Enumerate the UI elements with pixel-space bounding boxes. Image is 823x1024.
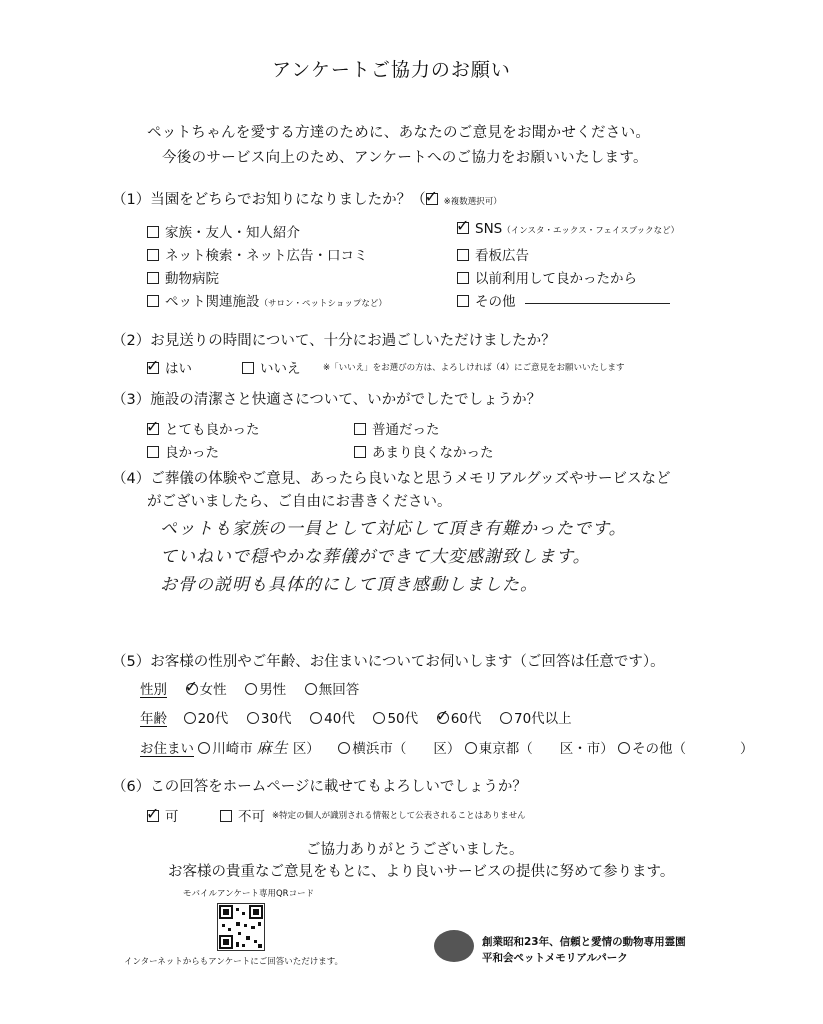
q1-option-signboard[interactable]: 看板広告 — [457, 244, 529, 264]
checkbox-icon[interactable] — [147, 272, 159, 284]
q1-option-sns[interactable]: ✓ SNS（インスタ・エックス・フェイスブックなど） — [456, 216, 680, 237]
q1-question — [112, 188, 502, 209]
q1-option-other[interactable]: その他 — [457, 290, 516, 310]
residence-kawasaki-ward: 麻生 — [256, 739, 289, 757]
checkbox-icon[interactable] — [147, 226, 159, 238]
checkbox-icon[interactable]: ✓ — [146, 804, 160, 823]
checkbox-icon: ✓ — [424, 187, 438, 206]
checkbox-icon[interactable] — [147, 446, 159, 458]
q2-option-yes[interactable]: ✓ はい — [146, 356, 192, 377]
handwritten-line-2: ていねいで穏やかな葬儀ができて大変感謝致します。 — [160, 547, 591, 567]
q6-option-yes[interactable]: ✓ 可 — [146, 804, 179, 825]
checkbox-icon[interactable] — [457, 249, 469, 261]
checkbox-icon[interactable] — [457, 295, 469, 307]
residence-label: お住まい — [140, 741, 194, 757]
age-20s[interactable]: 20代 — [184, 711, 229, 727]
q6-question: （6）この回答をホームページに載せてもよろしいでしょうか？ — [112, 779, 527, 795]
thanks-line-2: お客様の貴重なご意見をもとに、より良いサービスの提供に努めて参ります。 — [168, 864, 675, 880]
radio-icon[interactable] — [338, 742, 350, 754]
q2-question: （2）お見送りの時間について、十分にお過ごしいただけましたか？ — [112, 333, 556, 349]
age-30s[interactable]: 30代 — [247, 711, 292, 727]
radio-icon[interactable] — [500, 712, 512, 724]
radio-icon[interactable] — [247, 712, 259, 724]
gender-no-answer[interactable]: 無回答 — [305, 682, 360, 698]
q2-note: ※「いいえ」をお選びの方は、よろしければ（4）にご意見をお願いいたします — [323, 363, 625, 373]
q4-question-2: がございましたら、ご自由にお書きください。 — [147, 494, 452, 510]
residence-tokyo[interactable]: 東京都（ 区・市） — [465, 741, 614, 757]
company-logo-icon — [434, 930, 474, 962]
gender-row — [140, 678, 359, 698]
radio-icon[interactable] — [618, 742, 630, 754]
q3-option-very-good[interactable]: ✓ とても良かった — [146, 417, 260, 438]
intro-line-2: 今後のサービス向上のため、アンケートへのご協力をお願いいたします。 — [162, 150, 648, 166]
company-tagline: 創業昭和23年、信頼と愛情の動物専用霊園 — [482, 936, 686, 948]
radio-icon[interactable] — [245, 683, 257, 695]
residence-yokohama[interactable]: 横浜市（ 区） — [338, 741, 460, 757]
q3-option-normal[interactable]: 普通だった — [354, 418, 440, 438]
q1-other-line[interactable] — [525, 303, 670, 304]
residence-row — [140, 737, 754, 758]
age-40s[interactable]: 40代 — [310, 711, 355, 727]
radio-icon[interactable]: ✓ — [435, 706, 450, 725]
q3-question: （3）施設の清潔さと快適さについて、いかがでしたでしょうか？ — [112, 392, 542, 408]
qr-code-icon[interactable] — [217, 903, 265, 951]
checkbox-icon[interactable] — [354, 423, 366, 435]
radio-icon[interactable] — [373, 712, 385, 724]
age-row — [140, 707, 572, 727]
q2-option-no[interactable]: いいえ — [242, 357, 301, 377]
q1-option-family[interactable]: 家族・友人・知人紹介 — [147, 221, 300, 241]
internet-note: インターネットからもアンケートにご回答いただけます。 — [124, 957, 344, 967]
gender-label: 性別 — [140, 682, 167, 698]
radio-icon[interactable]: ✓ — [184, 677, 198, 696]
checkbox-icon[interactable] — [457, 272, 469, 284]
q3-option-not-good[interactable]: あまり良くなかった — [354, 441, 494, 461]
age-label: 年齢 — [140, 711, 167, 727]
checkbox-icon[interactable]: ✓ — [146, 356, 160, 375]
q6-note: ※特定の個人が識別される情報として公表されることはありません — [272, 811, 526, 821]
residence-kawasaki[interactable]: 川崎市 麻生 区） — [198, 741, 320, 757]
radio-icon[interactable] — [198, 742, 210, 754]
checkbox-icon[interactable] — [220, 810, 232, 822]
q4-question-1: （4）ご葬儀の体験やご意見、あったら良いなと思うメモリアルグッズやサービスなど — [112, 471, 671, 487]
checkbox-icon[interactable]: ✓ — [456, 216, 470, 235]
checkbox-icon[interactable] — [147, 295, 159, 307]
q1-text: （1）当園をどちらでお知りになりましたか？（ — [112, 192, 426, 208]
qr-label: モバイルアンケート専用QRコード — [183, 889, 315, 899]
handwritten-line-1: ペットも家族の一員として対応して頂き有難かったです。 — [160, 519, 627, 539]
radio-icon[interactable] — [305, 683, 317, 695]
handwritten-line-3: お骨の説明も具体的にして頂き感動しました。 — [160, 575, 538, 595]
gender-female[interactable]: ✓ 女性 — [184, 677, 227, 698]
checkbox-icon[interactable]: ✓ — [146, 417, 160, 436]
residence-other[interactable]: その他（ ） — [618, 741, 754, 757]
radio-icon[interactable] — [184, 712, 196, 724]
thanks-line-1: ご協力ありがとうございました。 — [306, 842, 524, 858]
q6-option-no[interactable]: 不可 — [220, 805, 265, 825]
q1-option-previous[interactable]: 以前利用して良かったから — [457, 267, 637, 287]
radio-icon[interactable] — [465, 742, 477, 754]
checkbox-icon[interactable] — [147, 249, 159, 261]
q5-question: （5）お客様の性別やご年齢、お住まいについてお伺いします（ご回答は任意です）。 — [112, 654, 665, 670]
age-70s-plus[interactable]: 70代以上 — [500, 711, 572, 727]
gender-male[interactable]: 男性 — [245, 682, 286, 698]
q3-option-good[interactable]: 良かった — [147, 441, 219, 461]
intro-line-1: ペットちゃんを愛する方達のために、あなたのご意見をお聞かせください。 — [147, 125, 651, 141]
checkbox-icon[interactable] — [242, 362, 254, 374]
age-50s[interactable]: 50代 — [373, 711, 418, 727]
page-title: アンケートご協力のお願い — [272, 59, 511, 81]
q1-option-pet-facility[interactable]: ペット関連施設（サロン・ペットショップなど） — [147, 290, 387, 310]
age-60s[interactable]: ✓ 60代 — [435, 706, 482, 727]
q1-note: ※複数選択可） — [443, 197, 502, 207]
company-name: 平和会ペットメモリアルパーク — [482, 952, 628, 964]
q1-option-net[interactable]: ネット検索・ネット広告・口コミ — [147, 244, 368, 264]
radio-icon[interactable] — [310, 712, 322, 724]
q1-option-vet[interactable]: 動物病院 — [147, 267, 219, 287]
checkbox-icon[interactable] — [354, 446, 366, 458]
